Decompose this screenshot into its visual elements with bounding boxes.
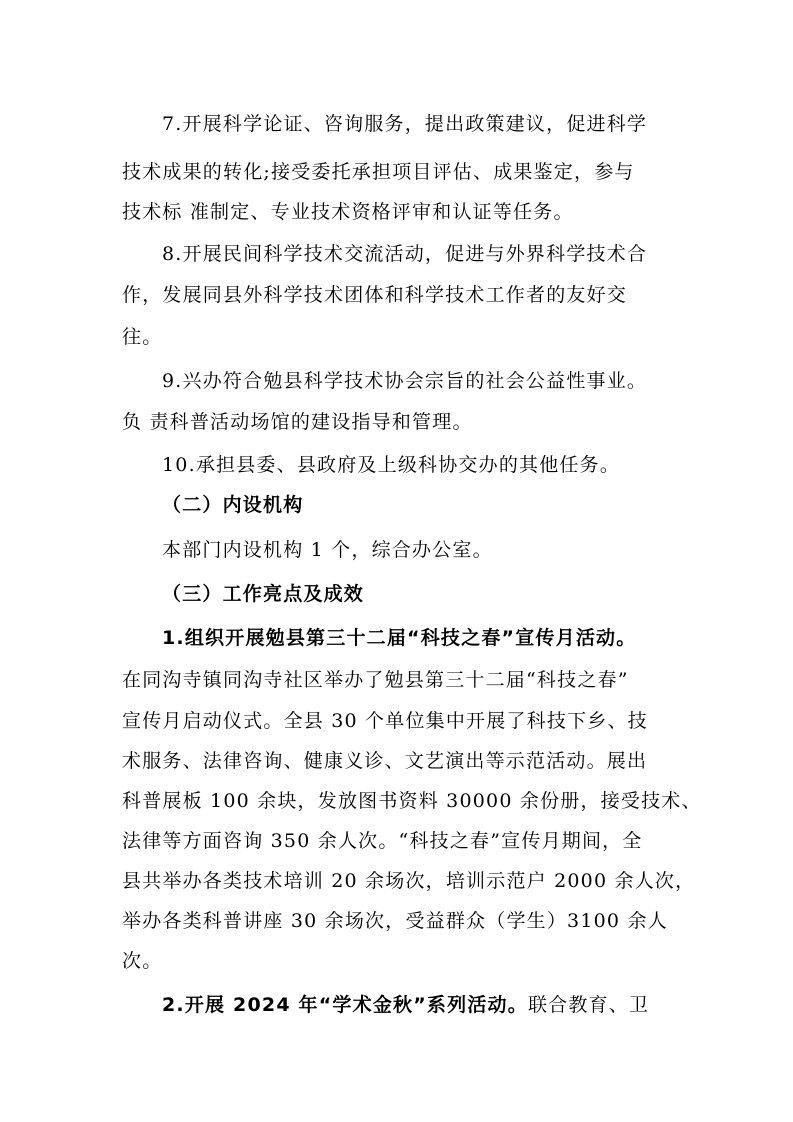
highlight-1-line-3: 宣传月启动仪式。全县 30 个单位集中开展了科技下乡、技 — [122, 710, 648, 732]
highlight-1-line-8: 举办各类科普讲座 30 余场次，受益群众（学生）3100 余人 — [122, 910, 668, 932]
paragraph-10-line-1: 10.承担县委、县政府及上级科协交办的其他任务。 — [162, 454, 621, 476]
paragraph-8-line-1: 8.开展民间科学技术交流活动，促进与外界科学技术合 — [162, 243, 648, 265]
paragraph-7-line-3: 技术标 准制定、专业技术资格评审和认证等任务。 — [122, 201, 574, 223]
highlight-1-line-2: 在同沟寺镇同沟寺社区举办了勉县第三十二届“科技之春” — [122, 669, 629, 691]
paragraph-8-line-3: 往。 — [122, 326, 163, 348]
highlight-2-line-1 — [162, 993, 722, 1017]
highlight-2-text: 联合教育、卫 — [527, 994, 650, 1016]
section-heading-highlights: （三）工作亮点及成效 — [162, 583, 365, 605]
highlight-2-title: 2.开展 2024 年“学术金秋”系列活动。 — [162, 994, 528, 1016]
section-heading-internal-structure: （二）内设机构 — [162, 494, 304, 516]
highlight-1-line-7: 县共举办各类技术培训 20 余场次，培训示范户 2000 余人次， — [122, 870, 696, 892]
highlight-1-line-9: 次。 — [122, 950, 163, 972]
paragraph-7-line-2: 技术成果的转化;接受委托承担项目评估、成果鉴定，参与 — [122, 161, 635, 183]
highlight-1-title: 1.组织开展勉县第三十二届“科技之春”宣传月活动。 — [162, 627, 637, 649]
highlight-1-line-5: 科普展板 100 余块，发放图书资料 30000 余份册，接受技术、 — [122, 790, 702, 812]
highlight-1-line-4: 术服务、法律咨询、健康义诊、文艺演出等示范活动。展出 — [122, 750, 648, 772]
paragraph-8-line-2: 作，发展同县外科学技术团体和科学技术工作者的友好交 — [122, 284, 628, 306]
highlight-1-line-6: 法律等方面咨询 350 余人次。“科技之春”宣传月期间，全 — [122, 830, 643, 852]
paragraph-9-line-2: 负 责科普活动场馆的建设指导和管理。 — [122, 411, 473, 433]
paragraph-7-line-1: 7.开展科学论证、咨询服务，提出政策建议，促进科学 — [162, 113, 648, 135]
internal-structure-text: 本部门内设机构 1 个，综合办公室。 — [162, 539, 493, 561]
paragraph-9-line-1: 9.兴办符合勉县科学技术协会宗旨的社会公益性事业。 — [162, 370, 648, 392]
